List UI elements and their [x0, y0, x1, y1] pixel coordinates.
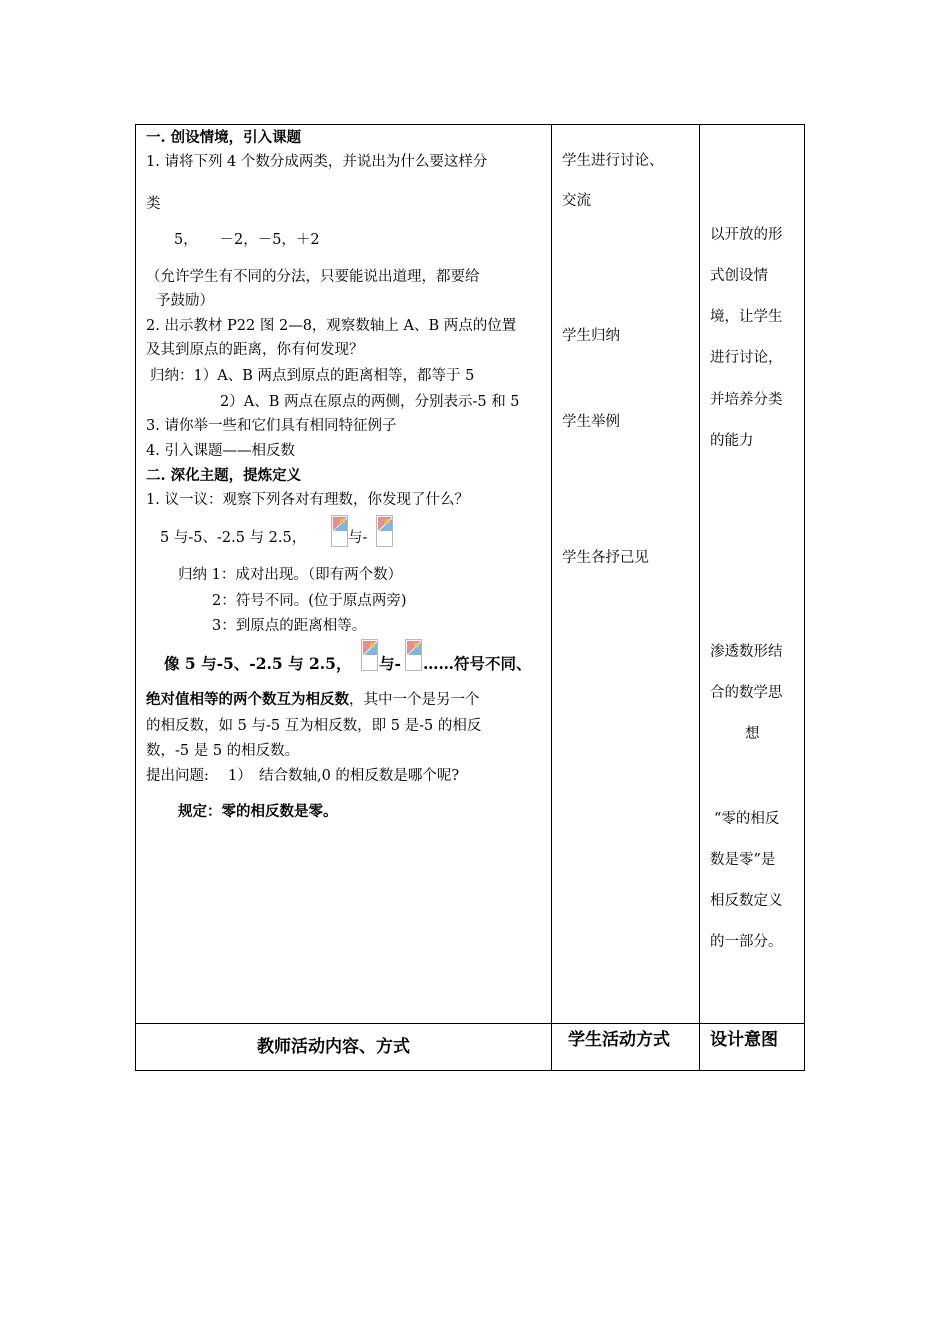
- design-paragraph-3-line: 数是零”是: [710, 852, 776, 868]
- design-paragraph-3-line: 的一部分。: [710, 934, 783, 950]
- definition-line-1-suffix: ……符号不同、: [423, 654, 532, 673]
- question-2-line-1: 2. 出示教材 P22 图 2—8，观察数轴上 A、B 两点的位置: [146, 318, 517, 334]
- image-placeholder-icon: [361, 639, 378, 671]
- student-activity-3: 学生举例: [562, 414, 620, 430]
- zero-rule: 规定：零的相反数是零。: [178, 803, 338, 820]
- definition-emphasis: 绝对值相等的两个数互为相反数: [146, 691, 349, 708]
- generalize-2: 2：符号不同。(位于原点两旁): [212, 593, 407, 609]
- definition-line-4: 数，-5 是 5 的相反数。: [146, 743, 300, 759]
- student-activity-2: 学生归纳: [562, 328, 620, 344]
- definition-line-3: 的相反数，如 5 与-5 互为相反数，即 5 是-5 的相反: [146, 718, 482, 734]
- design-paragraph-1-line: 以开放的形: [710, 227, 783, 243]
- teacher-column-header: 教师活动内容、方式: [257, 1037, 410, 1057]
- allow-note-line-2: 予鼓励）: [156, 293, 214, 309]
- question-prompt: 提出问题: 1） 结合数轴,0 的相反数是哪个呢?: [146, 768, 460, 784]
- definition-line-2: [146, 691, 480, 709]
- section-1-title: 一. 创设情境，引入课题: [146, 129, 302, 146]
- design-paragraph-1-line: 并培养分类: [710, 392, 783, 408]
- number-pairs: 5 与-5、-2.5 与 2.5，: [160, 530, 307, 546]
- lesson-plan-table: [135, 124, 805, 1071]
- design-paragraph-3-line: 相反数定义: [710, 893, 783, 909]
- section-2-title: 二. 深化主题，提炼定义: [146, 467, 302, 484]
- question-4: 4. 引入课题——相反数: [146, 443, 295, 459]
- image-placeholder-icon: [331, 515, 348, 547]
- question-1-line-1: 1. 请将下列 4 个数分成两类，并说出为什么要这样分: [146, 154, 488, 170]
- summary-1: 归纳：1）A、B 两点到原点的距离相等，都等于 5: [150, 368, 475, 384]
- definition-line-2-rest: ，其中一个是另一个: [349, 692, 480, 708]
- design-paragraph-1-line: 的能力: [710, 433, 754, 449]
- question-1-line-2: 类: [146, 196, 161, 212]
- design-paragraph-2-line: 合的数学思: [710, 685, 783, 701]
- pair-connector: 与-: [348, 530, 368, 546]
- discussion-1: 1. 议一议：观察下列各对有理数，你发现了什么？: [146, 492, 469, 508]
- definition-connector: 与-: [379, 654, 401, 673]
- generalize-3: 3：到原点的距离相等。: [212, 618, 367, 634]
- generalize-1: 归纳 1：成对出现。（即有两个数）: [178, 567, 403, 583]
- student-activity-1-line-2: 交流: [562, 193, 591, 209]
- summary-2: 2）A、B 两点在原点的两侧，分别表示-5 和 5: [220, 394, 520, 410]
- image-placeholder-icon: [405, 639, 422, 671]
- design-column-header: 设计意图: [710, 1030, 778, 1050]
- allow-note-line-1: （允许学生有不同的分法，只要能说出道理，都要给: [146, 269, 480, 285]
- teacher-activity-cell: [136, 125, 551, 1023]
- design-paragraph-3-line: “零的相反: [714, 811, 780, 827]
- design-paragraph-2-line: 渗透数形结: [710, 644, 783, 660]
- definition-line-1-prefix: 像 5 与-5、-2.5 与 2.5，: [164, 654, 352, 673]
- design-paragraph-2-line: 想: [745, 726, 760, 742]
- design-paragraph-1-line: 境，让学生: [710, 309, 783, 325]
- student-activity-4: 学生各抒己见: [562, 550, 649, 566]
- design-paragraph-1-line: 式创设情: [710, 268, 768, 284]
- question-2-line-2: 及其到原点的距离，你有何发现？: [146, 342, 364, 358]
- number-list: 5， －2，－5，＋2: [174, 232, 320, 248]
- student-column-header: 学生活动方式: [568, 1030, 670, 1050]
- student-activity-1-line-1: 学生进行讨论、: [562, 153, 664, 169]
- question-3: 3. 请你举一些和它们具有相同特征例子: [146, 418, 397, 434]
- row-divider: [136, 1023, 804, 1024]
- design-intent-cell: [700, 125, 804, 1023]
- image-placeholder-icon: [376, 515, 393, 547]
- design-paragraph-1-line: 进行讨论，: [710, 350, 783, 366]
- student-activity-cell: [552, 125, 699, 1023]
